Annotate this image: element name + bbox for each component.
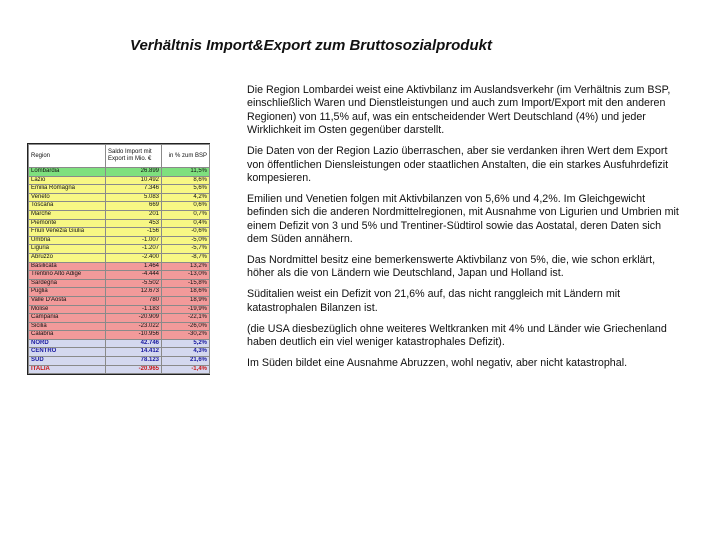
- saldo-cell: 780: [106, 296, 162, 305]
- region-cell: NORD: [29, 339, 106, 348]
- table-row: [29, 245, 210, 254]
- saldo-cell: -1.207: [106, 245, 162, 254]
- saldo-cell: -156: [106, 228, 162, 237]
- paragraph: Das Nordmittel besitz eine bemerkenswerte Aktivbilanz von 5%, die, wie schon erklärt, höher als die von Ländern wie Deutschland, Japan und Holland ist.: [247, 253, 656, 280]
- paragraph: Im Süden bildet eine Ausnahme Abruzzen, wohl negativ, aber nicht katastrophal.: [247, 356, 628, 369]
- saldo-cell: 78.123: [106, 357, 162, 366]
- paragraph: Die Daten von der Region Lazio überraschen, aber sie verdanken ihren Wert dem Export von öffentlichen Diensleistungen oder staatlichen Anstalten, die ein starkes Ausfuhrdefizit kompesieren.: [247, 145, 669, 184]
- table-row: [29, 176, 210, 185]
- page-title: Verhältnis Import&Export zum Bruttosozialprodukt: [130, 37, 492, 54]
- percent-cell: 4,3%: [162, 348, 210, 357]
- saldo-cell: 26.899: [106, 168, 162, 177]
- saldo-cell: 1.464: [106, 262, 162, 271]
- saldo-cell: 201: [106, 210, 162, 219]
- saldo-cell: 10.492: [106, 176, 162, 185]
- saldo-cell: -1.007: [106, 236, 162, 245]
- paragraph: Die Region Lombardei weist eine Aktivbilanz im Auslandsverkehr (im Verhältnis zum BSP, einschließlich Waren und Dienstleistungen und auch zum Import/Export mit den anderen Regionen) von 11,5% auf, was ein entscheidender Wert Deutschland (4%) und jeder Wirklichkeit im Osten gegenüber darstellt.: [247, 84, 671, 137]
- percent-cell: 0,4%: [162, 219, 210, 228]
- percent-cell: 4,2%: [162, 193, 210, 202]
- saldo-cell: -4.444: [106, 271, 162, 280]
- saldo-cell: 453: [106, 219, 162, 228]
- percent-cell: -30,2%: [162, 331, 210, 340]
- paragraph: Emilien und Venetien folgen mit Aktivbilanzen von 5,6% und 4,2%. Im Gleichgewicht befinden sich die anderen Nordmittelregionen, mit Ausnahme von Ligurien und Umbrien mit einem Defizit von 3 und 5% und Trentiner-Südtirol sowie das Aostatal, deren Daten sich dem Süden annähern.: [247, 192, 679, 246]
- saldo-cell: 7.346: [106, 185, 162, 194]
- percent-cell: 5,6%: [162, 185, 210, 194]
- table-row: [29, 348, 210, 357]
- data-table: [27, 143, 210, 375]
- table-row: [29, 339, 210, 348]
- region-cell: Valle D'Aosta: [29, 296, 106, 305]
- saldo-cell: -2.400: [106, 253, 162, 262]
- saldo-cell: -1.183: [106, 305, 162, 314]
- region-cell: Sicilia: [29, 322, 106, 331]
- percent-cell: 13,2%: [162, 262, 210, 271]
- header-region: Region: [29, 145, 106, 168]
- table-row: [29, 193, 210, 202]
- percent-cell: 5,2%: [162, 339, 210, 348]
- table-row: [29, 314, 210, 323]
- region-cell: Marche: [29, 210, 106, 219]
- region-cell: ITALIA: [29, 365, 106, 374]
- saldo-cell: -23.022: [106, 322, 162, 331]
- table-row: [29, 288, 210, 297]
- percent-cell: 0,7%: [162, 210, 210, 219]
- header-percent: in % zum BSP: [162, 145, 210, 168]
- table-row: [29, 236, 210, 245]
- region-cell: Umbria: [29, 236, 106, 245]
- table-row: [29, 305, 210, 314]
- region-cell: Lazio: [29, 176, 106, 185]
- table-body: [29, 168, 210, 374]
- table-row: [29, 219, 210, 228]
- table-row: [29, 168, 210, 177]
- table-row: [29, 185, 210, 194]
- paragraph: (die USA diesbezüglich ohne weiteres Weltkranken mit 4% und Länder wie Griechenland haben deutlich ein viel weniger katastrophales Defizit).: [247, 322, 667, 348]
- region-cell: SUD: [29, 357, 106, 366]
- saldo-cell: 669: [106, 202, 162, 211]
- table-row: [29, 296, 210, 305]
- paragraph: Süditalien weist ein Defizit von 21,6% auf, das nicht ranggleich mit Ländern mit katastrophalen Bilanzen ist.: [247, 288, 621, 314]
- table-row: [29, 262, 210, 271]
- percent-cell: 0,6%: [162, 202, 210, 211]
- region-cell: Campania: [29, 314, 106, 323]
- saldo-cell: -20.965: [106, 365, 162, 374]
- region-cell: Sardegna: [29, 279, 106, 288]
- region-cell: CENTRO: [29, 348, 106, 357]
- region-cell: Puglia: [29, 288, 106, 297]
- region-cell: Calabria: [29, 331, 106, 340]
- table-row: [29, 202, 210, 211]
- region-cell: Abruzzo: [29, 253, 106, 262]
- percent-cell: 18,6%: [162, 288, 210, 297]
- percent-cell: -26,0%: [162, 322, 210, 331]
- region-cell: Friuli Venezia Giulia: [29, 228, 106, 237]
- saldo-cell: 12.673: [106, 288, 162, 297]
- region-cell: Trentino Alto Adige: [29, 271, 106, 280]
- table-row: [29, 271, 210, 280]
- saldo-cell: -5.502: [106, 279, 162, 288]
- region-cell: Liguria: [29, 245, 106, 254]
- region-cell: Toscana: [29, 202, 106, 211]
- percent-cell: 11,5%: [162, 168, 210, 177]
- table-row: [29, 228, 210, 237]
- saldo-cell: 42.746: [106, 339, 162, 348]
- percent-cell: -22,1%: [162, 314, 210, 323]
- percent-cell: -0,6%: [162, 228, 210, 237]
- import-export-table: [28, 144, 210, 374]
- percent-cell: -5,0%: [162, 236, 210, 245]
- region-cell: Lombardia: [29, 168, 106, 177]
- region-cell: Molise: [29, 305, 106, 314]
- region-cell: Piemonte: [29, 219, 106, 228]
- header-saldo: Saldo Import mit Export im Mio. €: [106, 145, 162, 168]
- table-row: [29, 210, 210, 219]
- table-row: [29, 279, 210, 288]
- percent-cell: -15,8%: [162, 279, 210, 288]
- percent-cell: -8,7%: [162, 253, 210, 262]
- percent-cell: 8,6%: [162, 176, 210, 185]
- percent-cell: -1,4%: [162, 365, 210, 374]
- saldo-cell: 14.412: [106, 348, 162, 357]
- table-row: [29, 331, 210, 340]
- table-row: [29, 357, 210, 366]
- percent-cell: -13,0%: [162, 271, 210, 280]
- table-row: [29, 253, 210, 262]
- saldo-cell: 5.083: [106, 193, 162, 202]
- percent-cell: -19,9%: [162, 305, 210, 314]
- table-row: [29, 322, 210, 331]
- region-cell: Veneto: [29, 193, 106, 202]
- region-cell: Basilicata: [29, 262, 106, 271]
- body-text: [247, 84, 682, 378]
- table-row: [29, 365, 210, 374]
- percent-cell: -5,7%: [162, 245, 210, 254]
- saldo-cell: -20.909: [106, 314, 162, 323]
- region-cell: Emilia Romagna: [29, 185, 106, 194]
- percent-cell: 21,6%: [162, 357, 210, 366]
- saldo-cell: -10.956: [106, 331, 162, 340]
- percent-cell: 18,9%: [162, 296, 210, 305]
